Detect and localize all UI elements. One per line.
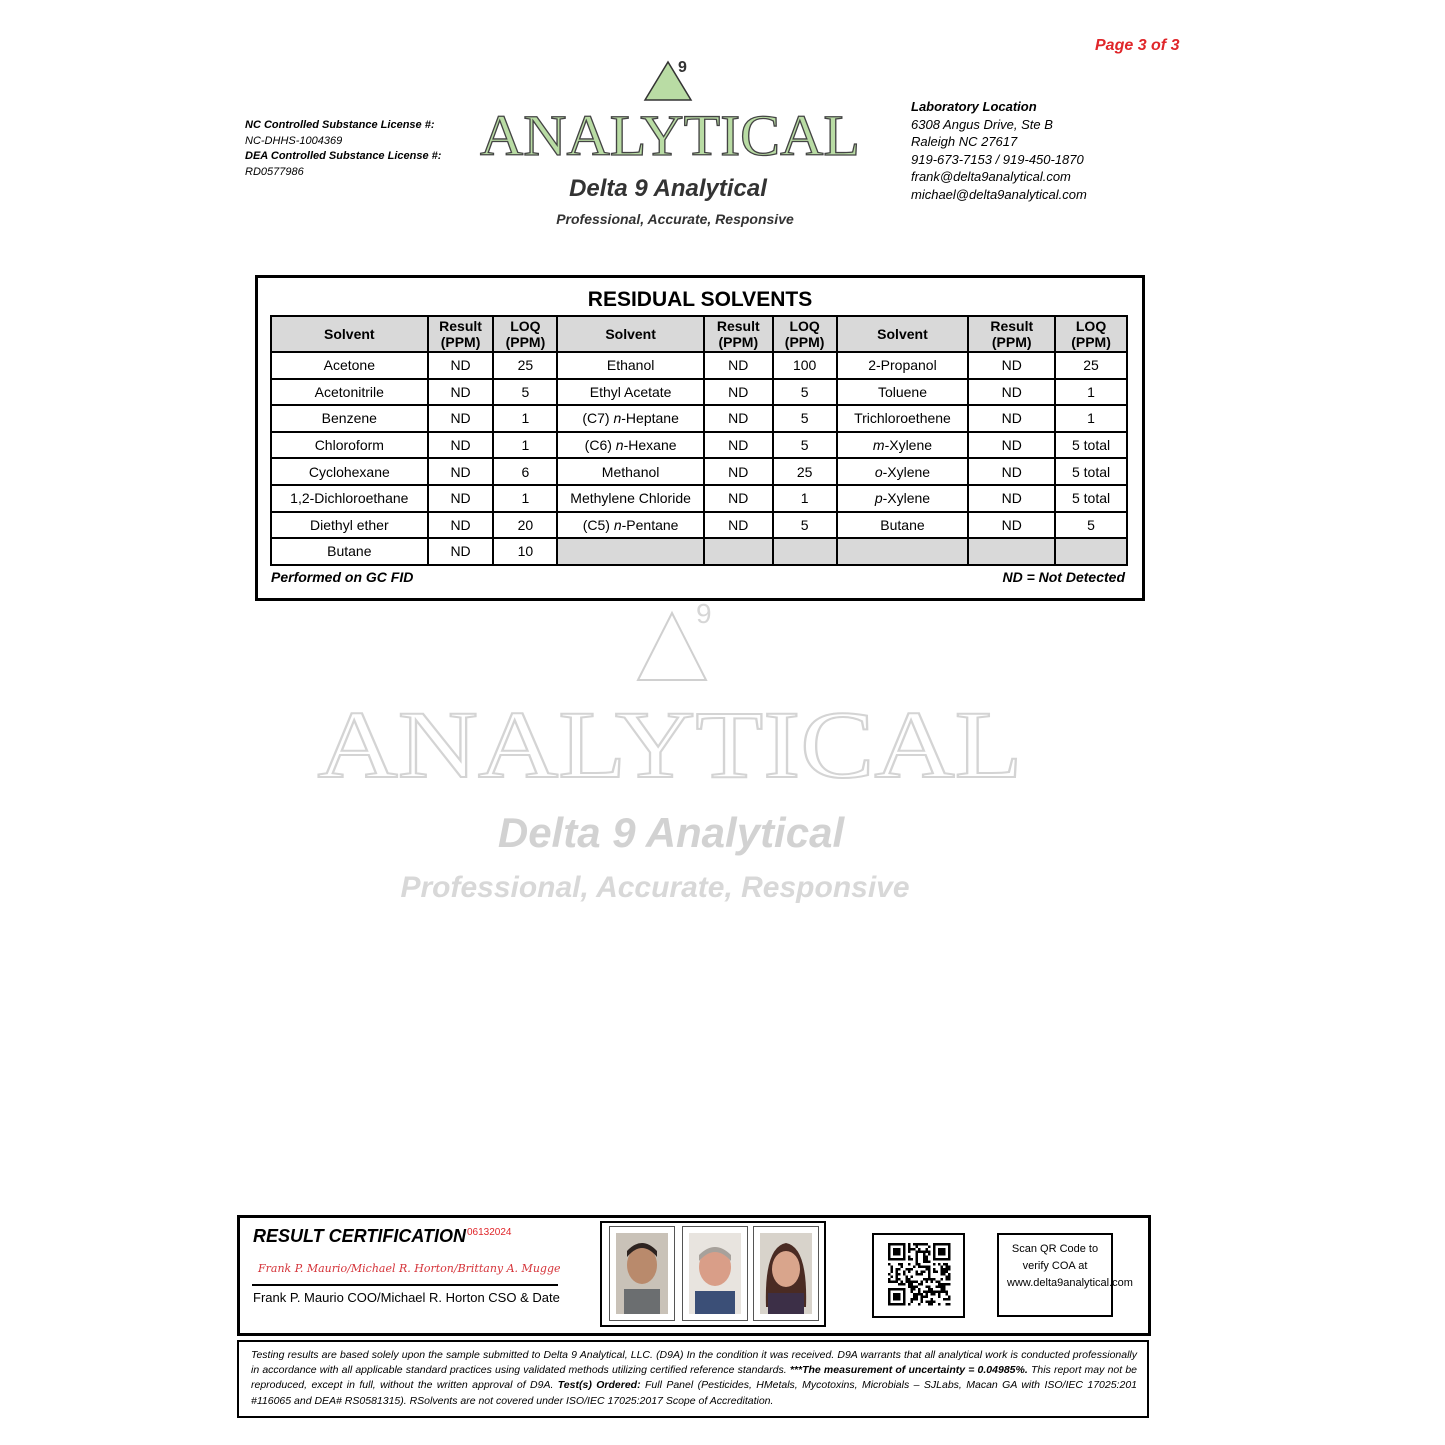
dea-license-label: DEA Controlled Substance License #: bbox=[245, 150, 442, 162]
nc-license-value: NC-DHHS-1004369 bbox=[245, 134, 343, 147]
tests-ordered-label: Test(s) Ordered: bbox=[557, 1379, 641, 1392]
table-cell: 5 total bbox=[1055, 458, 1127, 485]
nd-legend: ND = Not Detected bbox=[1002, 569, 1125, 585]
uncertainty-note: ***The measurement of uncertainty = 0.04985%. bbox=[789, 1364, 1028, 1377]
table-cell bbox=[704, 538, 773, 565]
disclaimer-part: Testing results are based solely upon the sample submitted to Delta 9 Analytical, LLC. (D9A) In the condition it was received. D9A warrants that all analytical work is conducted professionally in accordance with all applicable standard practices using validated methods utilizing certified reference standards. bbox=[251, 1349, 1137, 1377]
table-cell: ND bbox=[704, 485, 773, 512]
lab-location-heading: Laboratory Location bbox=[911, 99, 1037, 114]
disclaimer-part: This report may not be reproduced, except in full, without the written approval of D9A. bbox=[251, 1364, 1138, 1392]
column-header: LOQ (PPM) bbox=[773, 316, 837, 352]
table-cell: o-Xylene bbox=[837, 458, 969, 485]
column-header: Result (PPM) bbox=[428, 316, 494, 352]
column-header: Result (PPM) bbox=[968, 316, 1055, 352]
company-logo bbox=[470, 55, 870, 240]
table-cell bbox=[773, 538, 837, 565]
certifier-names: Frank P. Maurio COO/Michael R. Horton CSO & Date bbox=[253, 1290, 560, 1305]
table-cell: ND bbox=[428, 432, 494, 459]
column-header: Solvent bbox=[271, 316, 428, 352]
table-cell bbox=[557, 538, 704, 565]
table-cell: Cyclohexane bbox=[271, 458, 428, 485]
table-row bbox=[271, 538, 1127, 565]
table-cell: ND bbox=[428, 405, 494, 432]
table-cell: Butane bbox=[271, 538, 428, 565]
table-cell: Chloroform bbox=[271, 432, 428, 459]
table-row bbox=[271, 458, 1127, 485]
table-cell: ND bbox=[968, 379, 1055, 406]
table-cell bbox=[837, 538, 969, 565]
column-header: Solvent bbox=[837, 316, 969, 352]
qr-instructions bbox=[997, 1233, 1133, 1317]
table-row bbox=[271, 379, 1127, 406]
table-cell: Methylene Chloride bbox=[557, 485, 704, 512]
table-header-row bbox=[271, 316, 1127, 352]
table-cell: 1,2-Dichloroethane bbox=[271, 485, 428, 512]
table-cell: ND bbox=[428, 379, 494, 406]
table-cell: 20 bbox=[493, 512, 557, 539]
watermark-wordmark: ANALYTICAL bbox=[317, 691, 1023, 798]
table-cell: 1 bbox=[773, 485, 837, 512]
table-cell bbox=[1055, 538, 1127, 565]
table-cell: 5 bbox=[493, 379, 557, 406]
logo-company-name: Delta 9 Analytical bbox=[569, 175, 767, 202]
watermark-company-name: Delta 9 Analytical bbox=[497, 809, 845, 856]
certification-date: 06132024 bbox=[467, 1227, 512, 1238]
column-header: LOQ (PPM) bbox=[1055, 316, 1127, 352]
column-header: Solvent bbox=[557, 316, 704, 352]
lab-phone-line: 919-673-7153 / 919-450-1870 bbox=[911, 151, 1084, 167]
table-cell: 25 bbox=[1055, 352, 1127, 379]
table-row bbox=[271, 512, 1127, 539]
table-cell: Methanol bbox=[557, 458, 704, 485]
table-cell: ND bbox=[704, 405, 773, 432]
table-cell: 1 bbox=[493, 405, 557, 432]
table-row bbox=[271, 432, 1127, 459]
table-cell: 1 bbox=[1055, 405, 1127, 432]
table-cell: ND bbox=[704, 512, 773, 539]
residual-solvents-rows bbox=[271, 352, 1127, 565]
watermark-logo bbox=[300, 595, 1040, 915]
column-header: Result (PPM) bbox=[704, 316, 773, 352]
table-cell: ND bbox=[968, 512, 1055, 539]
table-cell: 1 bbox=[493, 485, 557, 512]
qr-code-icon[interactable] bbox=[872, 1233, 965, 1318]
license-block bbox=[245, 118, 441, 180]
table-cell: Diethyl ether bbox=[271, 512, 428, 539]
table-row bbox=[271, 485, 1127, 512]
table-cell: ND bbox=[704, 458, 773, 485]
table-cell: ND bbox=[704, 432, 773, 459]
table-cell: 5 bbox=[773, 432, 837, 459]
table-cell: p-Xylene bbox=[837, 485, 969, 512]
table-cell: 5 bbox=[773, 512, 837, 539]
table-cell: 5 total bbox=[1055, 485, 1127, 512]
method-note: Performed on GC FID bbox=[271, 569, 414, 585]
lab-email-michael: michael@delta9analytical.com bbox=[911, 186, 1087, 202]
dea-license-value: RD0577986 bbox=[245, 165, 304, 178]
staff-photo-1 bbox=[609, 1226, 675, 1321]
certification-title: RESULT CERTIFICATION bbox=[253, 1226, 466, 1246]
table-cell: ND bbox=[968, 458, 1055, 485]
residual-solvents-table bbox=[270, 315, 1128, 566]
disclaimer-part: Full Panel (Pesticides, HMetals, Mycotoxins, Microbials – SJLabs, Macan GA with ISO/IEC 17025:201 #116065 and DEA# RS0581315). RSolvents are not covered under ISO/IEC 17025:2017 Scope of Accreditation. bbox=[251, 1379, 1137, 1407]
page-number: Page 3 of 3 bbox=[1095, 37, 1180, 54]
table-cell: 6 bbox=[493, 458, 557, 485]
table-cell: 5 bbox=[773, 379, 837, 406]
residual-solvents-title: RESIDUAL SOLVENTS bbox=[587, 288, 813, 311]
table-cell: 25 bbox=[773, 458, 837, 485]
table-cell: 1 bbox=[493, 432, 557, 459]
table-cell: 100 bbox=[773, 352, 837, 379]
handwritten-signature: Frank P. Maurio/Michael R. Horton/Brittany A. Mugge bbox=[258, 1262, 561, 1275]
table-cell: Toluene bbox=[837, 379, 969, 406]
table-cell: 1 bbox=[1055, 379, 1127, 406]
table-cell: ND bbox=[704, 352, 773, 379]
lab-address-line: 6308 Angus Drive, Ste B bbox=[911, 116, 1053, 132]
table-cell: Ethyl Acetate bbox=[557, 379, 704, 406]
table-cell: ND bbox=[428, 538, 494, 565]
watermark-tagline: Professional, Accurate, Responsive bbox=[400, 871, 910, 904]
table-cell: 10 bbox=[493, 538, 557, 565]
table-cell: Acetone bbox=[271, 352, 428, 379]
table-cell: ND bbox=[968, 485, 1055, 512]
table-cell: Butane bbox=[837, 512, 969, 539]
table-cell: ND bbox=[428, 485, 494, 512]
table-cell: 2-Propanol bbox=[837, 352, 969, 379]
table-cell: ND bbox=[428, 512, 494, 539]
table-cell bbox=[968, 538, 1055, 565]
staff-photo-2 bbox=[682, 1226, 748, 1321]
table-cell: ND bbox=[704, 379, 773, 406]
table-cell: ND bbox=[428, 352, 494, 379]
logo-wordmark: ANALYTICAL bbox=[480, 103, 860, 168]
table-cell: 5 bbox=[773, 405, 837, 432]
table-cell: Ethanol bbox=[557, 352, 704, 379]
table-cell: Trichloroethene bbox=[837, 405, 969, 432]
logo-tagline: Professional, Accurate, Responsive bbox=[556, 211, 794, 227]
table-cell: ND bbox=[968, 432, 1055, 459]
lab-location bbox=[911, 98, 1087, 204]
table-cell: (C7) n-Heptane bbox=[557, 405, 704, 432]
column-header: LOQ (PPM) bbox=[493, 316, 557, 352]
nc-license-label: NC Controlled Substance License #: bbox=[245, 119, 435, 131]
lab-email-frank: frank@delta9analytical.com bbox=[911, 169, 1071, 185]
table-cell: Benzene bbox=[271, 405, 428, 432]
table-row bbox=[271, 405, 1127, 432]
disclaimer-text bbox=[251, 1348, 1137, 1409]
table-cell: 5 bbox=[1055, 512, 1127, 539]
table-cell: (C5) n-Pentane bbox=[557, 512, 704, 539]
table-cell: ND bbox=[968, 352, 1055, 379]
logo-superscript: 9 bbox=[678, 59, 687, 76]
table-row bbox=[271, 352, 1127, 379]
table-cell: m-Xylene bbox=[837, 432, 969, 459]
watermark-superscript: 9 bbox=[696, 598, 712, 629]
qr-instructions-text: Scan QR Code to verify COA at www.delta9analytical.com bbox=[1007, 1243, 1133, 1289]
table-cell: 25 bbox=[493, 352, 557, 379]
table-cell: ND bbox=[428, 458, 494, 485]
table-cell: 5 total bbox=[1055, 432, 1127, 459]
signature-line bbox=[252, 1284, 558, 1286]
table-cell: ND bbox=[968, 405, 1055, 432]
table-cell: Acetonitrile bbox=[271, 379, 428, 406]
table-cell: (C6) n-Hexane bbox=[557, 432, 704, 459]
lab-city-line: Raleigh NC 27617 bbox=[911, 134, 1018, 150]
staff-photo-3 bbox=[753, 1226, 819, 1321]
